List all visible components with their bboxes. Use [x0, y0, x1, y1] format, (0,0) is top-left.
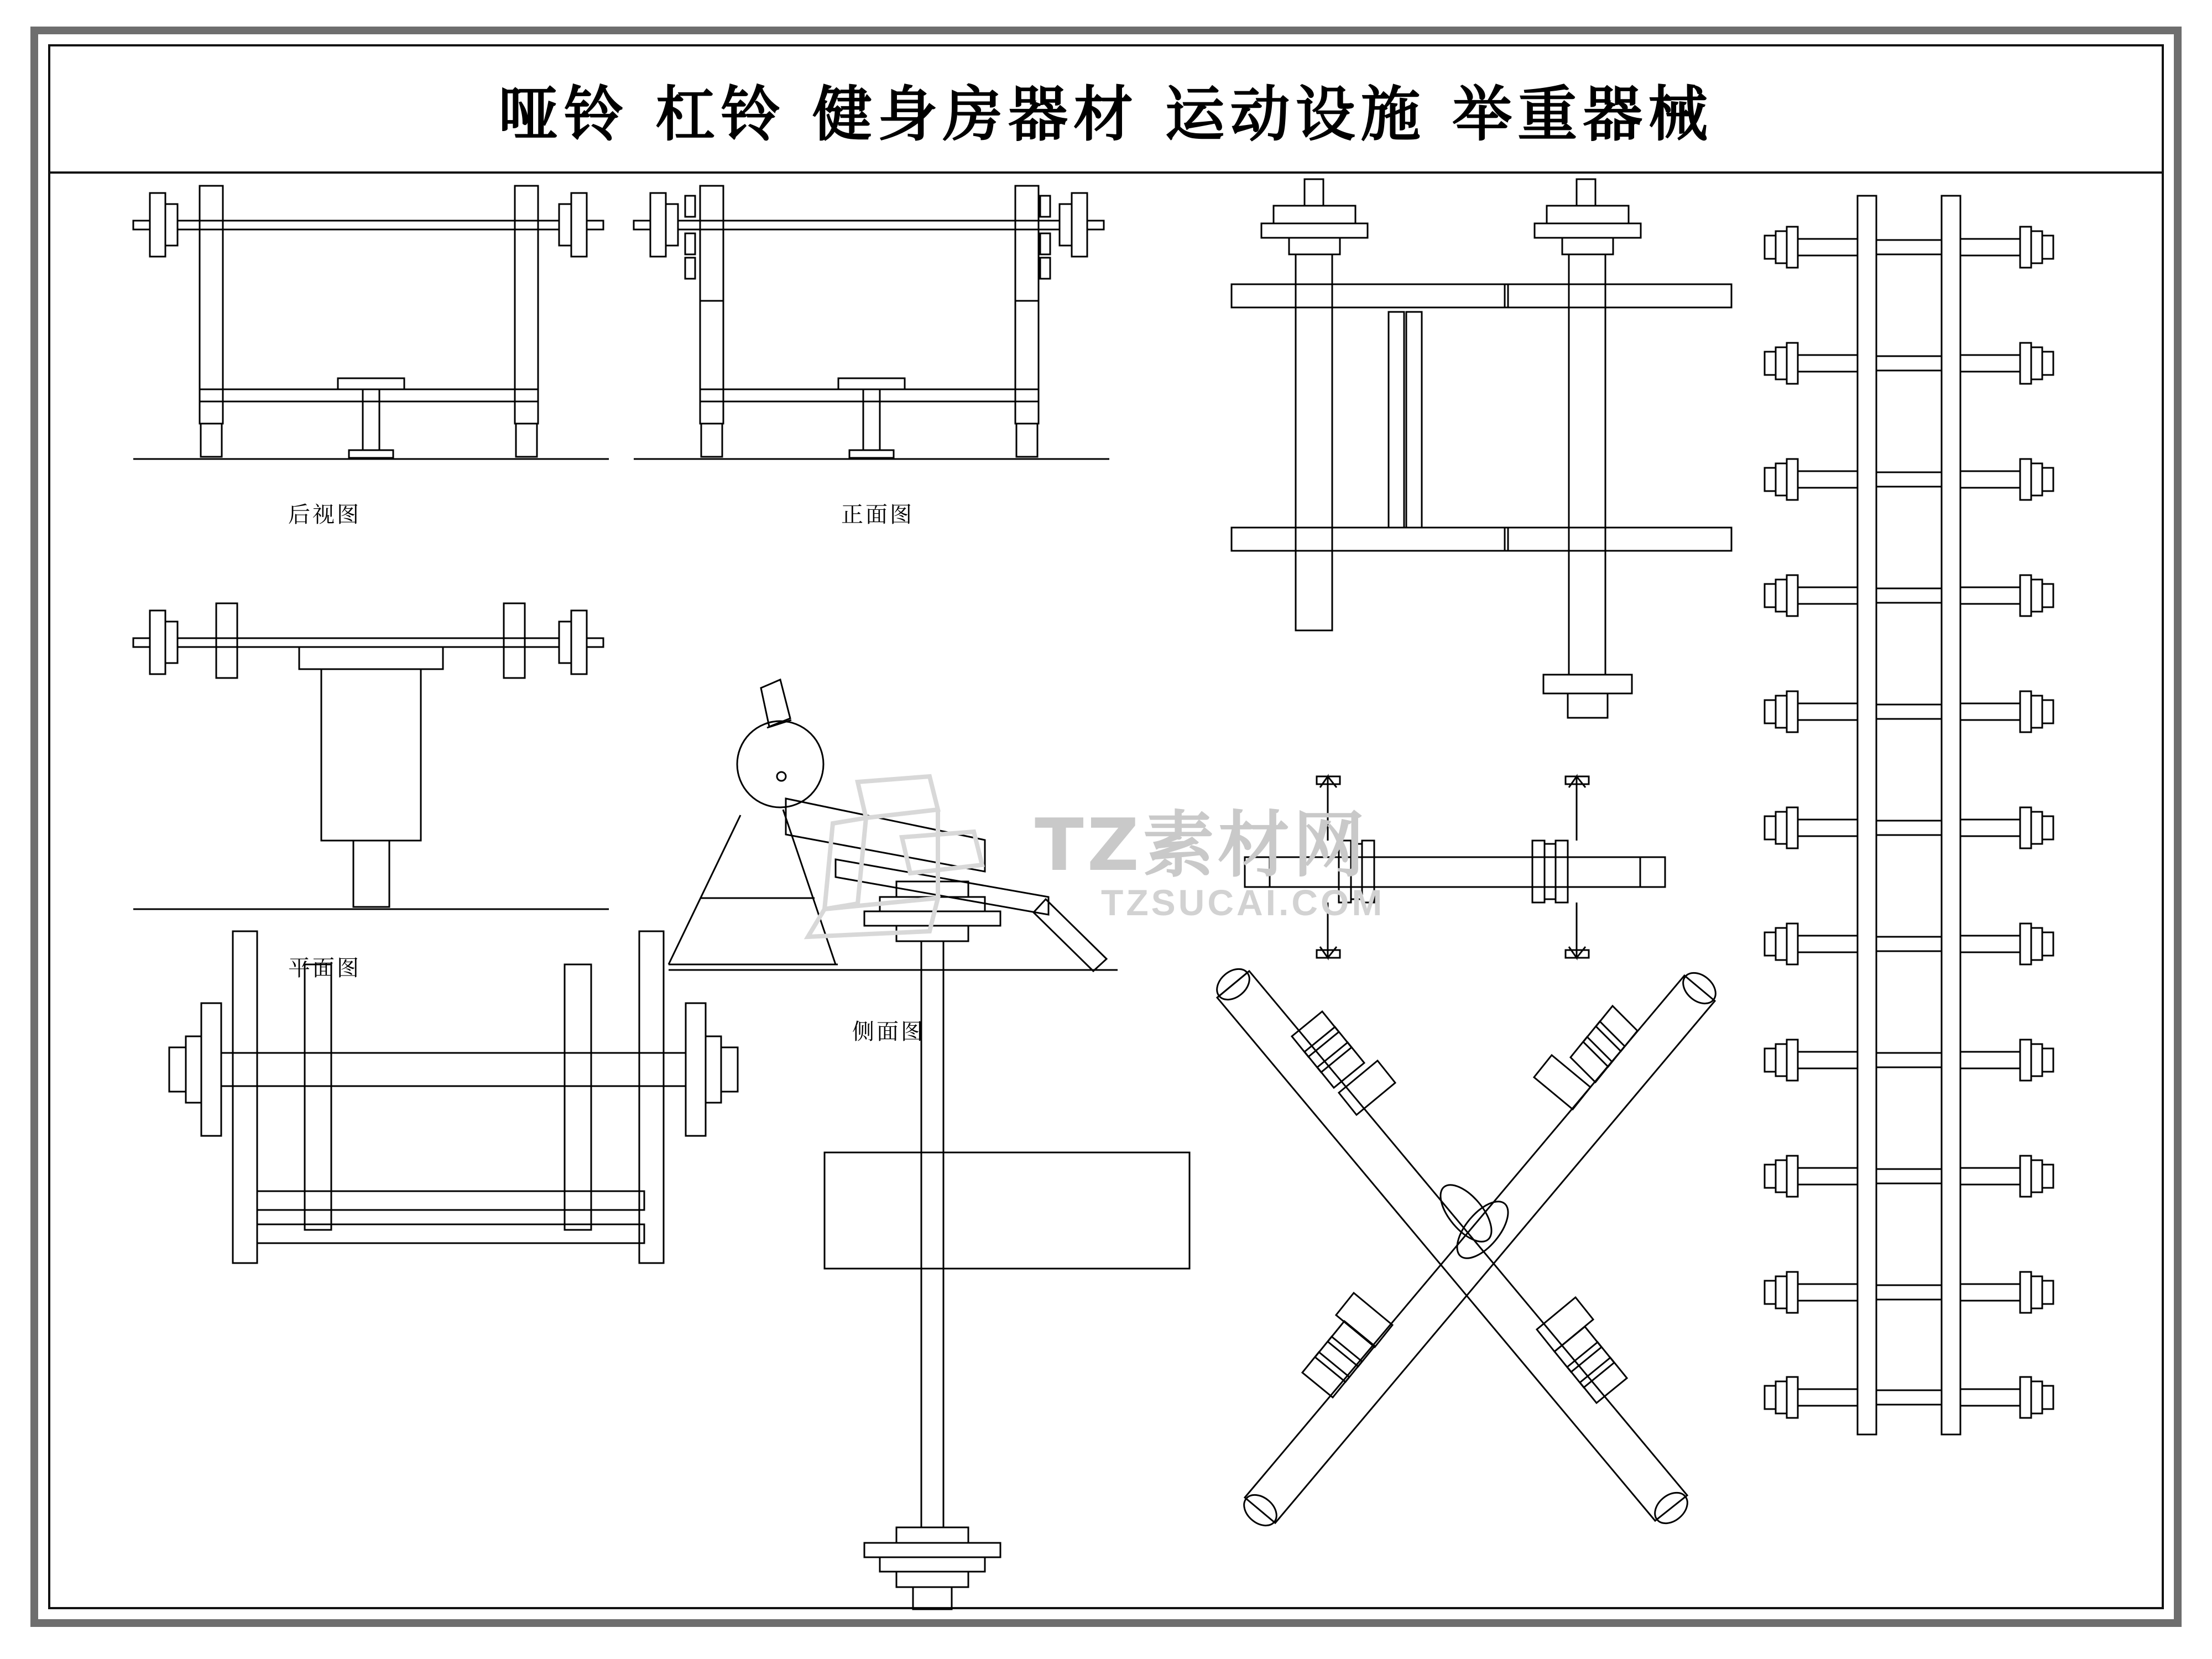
figure-barbell-elevation — [825, 881, 1190, 1609]
figure-bench-rack-rear — [133, 186, 609, 459]
caption-plan-view: 平面图 — [288, 956, 361, 981]
figure-weight-plate-rack — [1765, 196, 2053, 1434]
caption-rear-view: 后视图 — [288, 502, 361, 528]
caption-side-view: 侧面图 — [852, 1019, 925, 1045]
figure-crossed-dumbbells — [1211, 963, 1721, 1532]
title-bar — [50, 46, 2162, 174]
drawing-canvas — [50, 174, 2162, 1607]
figure-barbell-collars — [1245, 776, 1665, 958]
page-title: 哑铃 杠铃 健身房器材 运动设施 举重器械 — [498, 80, 1714, 149]
figure-dumbbell-rack-front — [169, 931, 738, 1263]
watermark-text: TZ素材网 — [1035, 803, 1368, 887]
watermark-url: TZSUCAI.COM — [1101, 882, 1385, 923]
figure-incline-bench-side — [669, 680, 1118, 971]
figure-dumbbell-pair-top — [1232, 179, 1731, 718]
sheet-inner-frame — [48, 44, 2164, 1609]
cad-linework — [50, 174, 2146, 1623]
figure-bench-rack-front — [634, 186, 1109, 459]
sheet-outer-frame — [30, 27, 2182, 1627]
figure-bench-rack-plan — [133, 603, 609, 909]
caption-front-view: 正面图 — [841, 502, 914, 528]
